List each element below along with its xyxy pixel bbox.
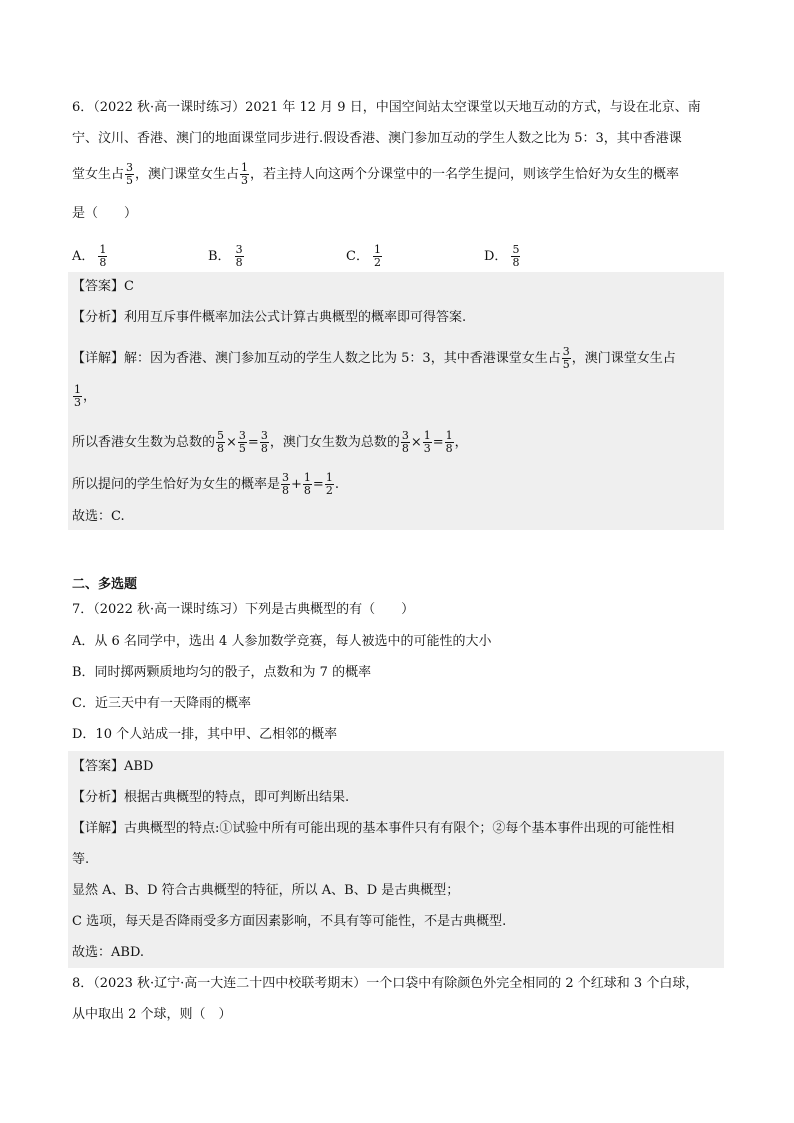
numerator: 3 xyxy=(260,429,268,442)
numerator: 5 xyxy=(512,243,520,256)
section-title: 二、多选题 xyxy=(72,577,138,592)
detail-text: 解：因为香港、澳门参加互动的学生人数之比为 5：3，其中香港课堂女生占 xyxy=(124,351,561,366)
fraction xyxy=(303,472,312,497)
denominator: 3 xyxy=(74,396,81,409)
q6-line-2: 宁、汶川、香港、澳门的地面课堂同步进行.假设香港、澳门参加互动的学生人数之比为 5：3，其中香港课 xyxy=(72,131,682,146)
numerator: 1 xyxy=(445,429,453,442)
numerator: 3 xyxy=(126,161,134,174)
denominator: 2 xyxy=(373,256,381,269)
numerator: 3 xyxy=(562,345,570,358)
q8-line-1: 8．（2023 秋·辽宁·高一大连二十四中校联考期末）一个口袋中有除颜色外完全相同的 2 个红球和 3 个白球， xyxy=(72,976,699,991)
numerator: 3 xyxy=(235,243,243,256)
denominator: 8 xyxy=(303,484,311,497)
numerator: 5 xyxy=(217,429,225,442)
numerator: 1 xyxy=(325,471,333,484)
operator: + xyxy=(291,477,302,492)
q7-conclusion: 故选：ABD. xyxy=(72,945,145,960)
option-label: B． xyxy=(208,249,231,264)
denominator: 8 xyxy=(445,442,453,455)
fraction xyxy=(240,162,249,187)
fraction xyxy=(98,244,107,269)
fraction xyxy=(373,244,382,269)
denominator: 8 xyxy=(282,484,290,497)
operator: = xyxy=(247,435,259,450)
q6-line-4: 是（ ） xyxy=(72,206,138,221)
fraction xyxy=(423,430,432,455)
q6-source: （2022 秋·高一课时练习） xyxy=(93,100,246,115)
detail-label: 【详解】 xyxy=(72,351,125,366)
q6-detail-line-4 xyxy=(72,472,339,497)
denominator: 3 xyxy=(241,174,249,187)
numerator: 3 xyxy=(238,429,246,442)
q6-option-b xyxy=(208,244,245,269)
detail-text: ， xyxy=(454,435,468,450)
q6-text: ，若主持人向这两个分课堂中的一名学生提问，则该学生恰好为女生的概率 xyxy=(250,167,680,182)
answer-label: 【答案】 xyxy=(72,279,125,294)
q7-stem: 7．（2022 秋·高一课时练习）下列是古典概型的有（ ） xyxy=(72,602,415,617)
fraction xyxy=(325,472,334,497)
operator: × xyxy=(226,435,237,450)
numerator: 3 xyxy=(282,471,290,484)
denominator: 8 xyxy=(99,256,107,269)
denominator: 8 xyxy=(235,256,243,269)
fraction xyxy=(445,430,454,455)
q6-answer xyxy=(72,279,134,295)
detail-text: 所以提问的学生恰好为女生的概率是 xyxy=(72,477,281,492)
option-label: C． xyxy=(346,249,369,264)
denominator: 8 xyxy=(512,256,520,269)
q7-detail-line-3: 显然 A、B、D 符合古典概型的特征，所以 A、B、D 是古典概型； xyxy=(72,883,460,898)
q7-option-d: D．10 个人站成一排，其中甲、乙相邻的概率 xyxy=(72,727,338,742)
fraction xyxy=(73,384,82,409)
q6-detail-line-1 xyxy=(72,346,676,371)
q6-analysis xyxy=(72,310,466,326)
q7-detail-line-2: 等. xyxy=(72,852,90,867)
denominator: 5 xyxy=(238,442,246,455)
q7-option-b: B．同时掷两颗质地均匀的骰子，点数和为 7 的概率 xyxy=(72,665,372,680)
q7-detail-line-4: C 选项，每天是否降雨受多方面因素影响，不具有等可能性，不是古典概型. xyxy=(72,914,507,929)
detail-text: 所以香港女生数为总数的 xyxy=(72,435,216,450)
q6-number: 6． xyxy=(72,100,94,115)
detail-text: ，澳门课堂女生占 xyxy=(571,351,676,366)
denominator: 2 xyxy=(325,484,333,497)
fraction xyxy=(281,472,290,497)
q7-analysis: 【分析】根据古典概型的特点，即可判断出结果. xyxy=(72,790,350,805)
denominator: 8 xyxy=(401,442,409,455)
q7-option-a: A．从 6 名同学中，选出 4 人参加数学竞赛，每人被选中的可能性的大小 xyxy=(72,634,492,649)
q6-option-d xyxy=(484,244,521,269)
option-label: D． xyxy=(484,249,508,264)
fraction xyxy=(216,430,225,455)
q7-solution-box xyxy=(68,751,724,968)
q7-detail-line-1: 【详解】古典概型的特点:①试验中所有可能出现的基本事件只有有限个；②每个基本事件出现的可能性相 xyxy=(72,821,675,836)
fraction xyxy=(235,244,244,269)
operator: = xyxy=(432,435,444,450)
numerator: 1 xyxy=(303,471,311,484)
detail-text: ， xyxy=(83,389,97,404)
q6-text: ，澳门课堂女生占 xyxy=(135,167,240,182)
q6-detail-line-3 xyxy=(72,430,468,455)
detail-text: ，澳门女生数为总数的 xyxy=(269,435,400,450)
operator: × xyxy=(410,435,422,450)
operator: = xyxy=(312,477,324,492)
denominator: 3 xyxy=(423,442,431,455)
numerator: 1 xyxy=(423,429,431,442)
q6-line-3 xyxy=(72,162,679,187)
period: . xyxy=(334,477,339,492)
q8-line-2: 从中取出 2 个球，则（ ） xyxy=(72,1007,232,1022)
numerator: 1 xyxy=(99,243,107,256)
q6-detail-line-2 xyxy=(72,384,96,409)
option-label: A． xyxy=(72,249,95,264)
q6-option-a xyxy=(72,244,108,269)
numerator: 1 xyxy=(241,161,249,174)
numerator: 1 xyxy=(74,383,81,396)
q7-option-c: C．近三天中有一天降雨的概率 xyxy=(72,696,251,711)
q6-line-1 xyxy=(72,100,701,116)
denominator: 5 xyxy=(126,174,134,187)
fraction xyxy=(125,162,134,187)
fraction xyxy=(562,346,571,371)
q7-answer: 【答案】ABD xyxy=(72,759,154,774)
answer-value: C xyxy=(124,279,134,294)
fraction xyxy=(260,430,269,455)
analysis-label: 【分析】 xyxy=(72,310,125,325)
denominator: 8 xyxy=(260,442,268,455)
q6-conclusion: 故选：C. xyxy=(72,509,125,524)
denominator: 5 xyxy=(562,358,570,371)
q6-text: 堂女生占 xyxy=(72,167,125,182)
fraction xyxy=(511,244,520,269)
q6-option-c xyxy=(346,244,383,269)
analysis-text: 利用互斥事件概率加法公式计算古典概型的概率即可得答案. xyxy=(124,310,467,325)
denominator: 8 xyxy=(217,442,225,455)
fraction xyxy=(401,430,410,455)
fraction xyxy=(238,430,247,455)
q6-text: 2021 年 12 月 9 日，中国空间站太空课堂以天地互动的方式，与设在北京、南 xyxy=(245,100,701,115)
numerator: 3 xyxy=(401,429,409,442)
numerator: 1 xyxy=(373,243,381,256)
